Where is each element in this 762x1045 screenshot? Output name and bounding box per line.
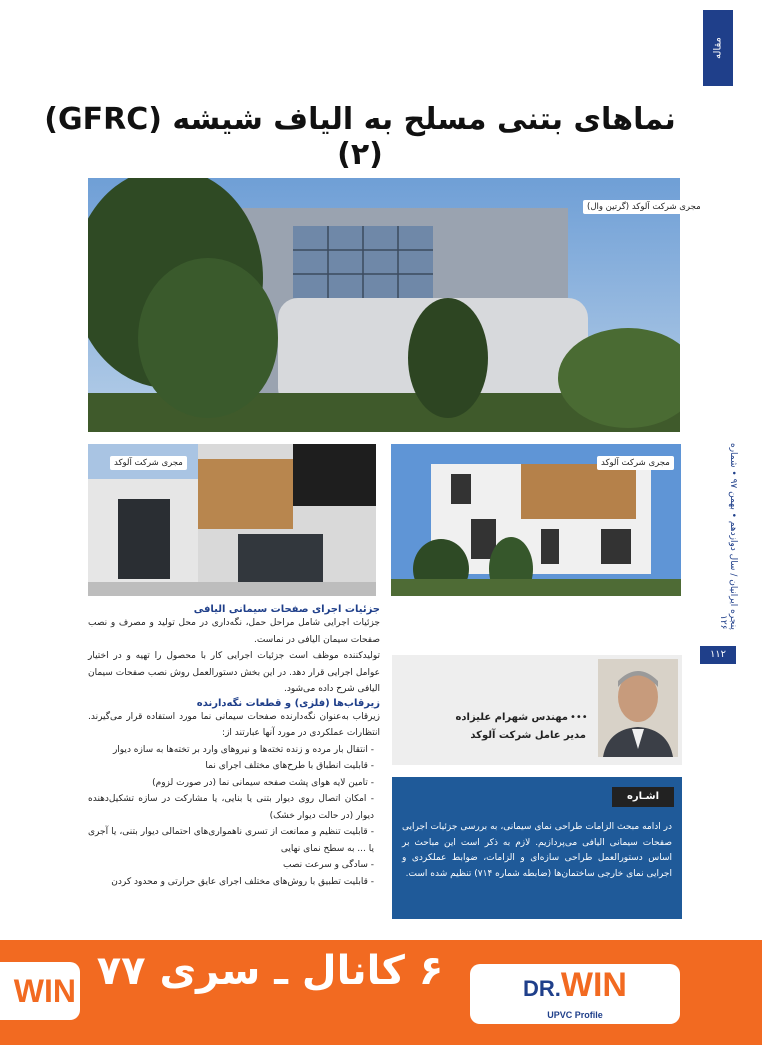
heading-execution-details: جزئیات اجرای صفحات سیمانی الیافی <box>193 604 380 615</box>
section-tab: مقاله <box>703 10 733 86</box>
note-text: در ادامه مبحث الزامات طراحی نمای سیمانی، به بررسی جزئیات اجرایی صفحات سیمانی الیافی می‌پردازیم. لازم به ذکر است این مباحث بر اساس دستورالعمل طراحی سازه‌ای و الزامات، ضوابط عملکردی و اجرایی نمای خارجی ساختمان‌ها (ضابطه شماره ۷۱۴) تنظیم شده است. <box>402 822 672 879</box>
page-number: ۱۱۲ <box>700 646 736 664</box>
top-photo <box>88 178 680 432</box>
logo-subtitle: UPVC Profile <box>547 1010 603 1020</box>
logo-win: WIN <box>560 966 627 1004</box>
note-tag: اشـاره <box>612 787 674 807</box>
bullet-item: - انتقال بار مرده و زنده تخته‌ها و نیروهای وارد بر تخته‌ها به سازه دیوار <box>112 744 374 755</box>
issue-strip: پنجره ایرانیان / سال دوازدهم • بهمن ۹۷ • شماره ۱۲۶ <box>718 443 738 630</box>
author-photo <box>598 659 678 757</box>
logo-dr: DR. <box>523 976 561 1001</box>
article-title: نماهای بتنی مسلح به الیاف شیشه (GFRC) (۲) <box>44 102 676 172</box>
left-photo-caption: مجری شرکت آلوکد <box>110 456 187 470</box>
author-name: مهندس شهرام علیزاده <box>455 712 568 723</box>
building-illustration-top <box>88 178 680 432</box>
top-photo-caption: مجری شرکت آلوکد (گرتین وال) <box>583 200 705 214</box>
ad-headline: ۶ کانال ـ سری ۷۷ <box>96 948 444 994</box>
author-dots: ••• <box>570 712 588 723</box>
right-photo-caption: مجری شرکت آلوکد <box>597 456 674 470</box>
bullet-item: - قابلیت تطبیق با روش‌های مختلف اجرای عایق حرارتی و محدود کردن <box>111 876 374 887</box>
brand-logo-partial: WIN <box>0 962 80 1020</box>
brand-logo <box>480 966 670 1005</box>
paragraph-3: زیرقاب به‌عنوان نگه‌دارنده صفحات سیمانی نما مورد استفاده قرار می‌گیرند. انتظارات عملکردی در مورد آنها عبارتند از: <box>88 711 380 738</box>
bullet-item: - سادگی و سرعت نصب <box>283 860 374 870</box>
bullet-item: - قابلیت انطباق با طرح‌های مختلف اجرای نما <box>205 761 374 771</box>
portrait-icon <box>598 659 678 757</box>
bullet-item: - امکان اتصال روی دیوار بتنی یا بنایی، یا مشارکت در سازه تشکیل‌دهنده دیوار (در حالت دیوار خشک) <box>88 794 374 821</box>
paragraph-1: جزئیات اجرایی شامل مراحل حمل، نگه‌داری در محل تولید و مصرف و نصب صفحات سیمان الیافی در نماست. <box>88 618 380 645</box>
article-body <box>88 604 380 890</box>
bullet-item: - تامین لایه هوای پشت صفحه سیمانی نما (در صورت لزوم) <box>152 777 374 788</box>
author-role: مدیر عامل شرکت آلوکد <box>470 730 586 741</box>
bullet-item: - قابلیت تنظیم و ممانعت از تسری ناهمواری‌های احتمالی دیوار بتنی، یا آجری یا ... به سطح نمای نهایی <box>88 827 374 854</box>
paragraph-2: تولیدکننده موظف است جزئیات اجرایی کار با محصول را تهیه و در اختیار عوامل اجرایی قرار دهد. در این بخش دستورالعمل روش نصب صفحات سیمان الیافی شرح داده می‌شود. <box>88 651 380 694</box>
heading-subframes: زیرقاب‌ها (فلزی) و قطعات نگه‌دارنده <box>196 697 380 709</box>
